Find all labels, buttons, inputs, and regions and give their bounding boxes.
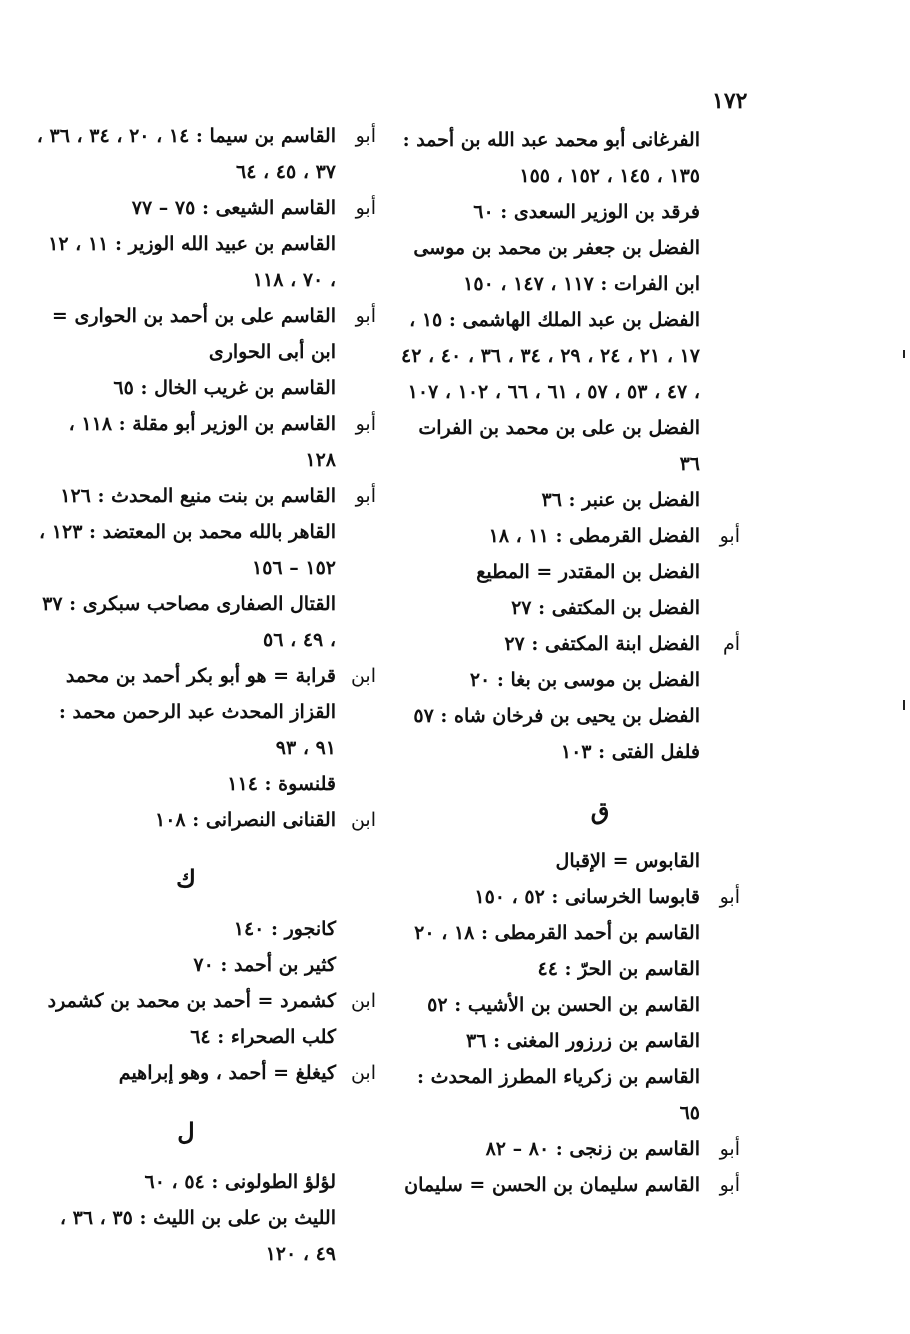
page-number: ١٧٢: [712, 88, 748, 114]
left-entries-c: [36, 1164, 376, 1272]
entry-prefix: أبو: [719, 886, 740, 908]
index-entry: [36, 947, 376, 983]
index-entry: [400, 1131, 740, 1167]
index-entry: [36, 298, 376, 370]
index-entry: [400, 194, 740, 230]
entry-text: فلفل الفتى : ١٠٣: [560, 741, 700, 763]
entry-prefix: أبو: [355, 485, 376, 507]
index-entry: [36, 983, 376, 1019]
index-entry: [400, 482, 740, 518]
entry-text: القاهر بالله محمد بن المعتضد : ١٢٣ ، ١٥٢ – ١٥٦: [39, 521, 336, 579]
index-entry: [36, 1019, 376, 1055]
entry-text: الفضل بن المقتدر = المطيع: [476, 561, 700, 583]
left-entries-a: [36, 118, 376, 838]
entry-text: الفضل بن المكتفى : ٢٧: [511, 597, 700, 619]
entry-text: الفضل بن عبد الملك الهاشمى : ١٥ ، ١٧ ، ٢١ ، ٢٤ ، ٢٩ ، ٣٤ ، ٣٦ ، ٤٠ ، ٤٢ ، ٤٧ ، ٥٣ ، ٥٧ ، ٦١ ، ٦٦ ، ١٠٢ ، ١٠٧: [401, 309, 700, 403]
index-entry: [400, 1167, 740, 1203]
index-entry: [36, 1055, 376, 1091]
entry-text: كانجور : ١٤٠: [233, 918, 336, 940]
index-entry: [400, 1023, 740, 1059]
entry-prefix: ابن: [350, 1062, 376, 1084]
entry-text: قلنسوة : ١١٤: [227, 773, 336, 795]
entry-text: القاسم بن بنت منيع المحدث : ١٢٦: [60, 485, 336, 507]
entry-text: قابوسا الخرسانى : ٥٢ ، ١٥٠: [474, 886, 700, 908]
entry-text: القاسم سليمان بن الحسن = سليمان: [404, 1174, 700, 1196]
index-entry: [36, 514, 376, 586]
right-entries-b: [400, 843, 740, 1203]
right-column: [400, 122, 740, 1203]
entry-prefix: أبو: [719, 1174, 740, 1196]
entry-text: الفضل بن على بن محمد بن الفرات ٣٦: [418, 417, 700, 475]
entry-text: القاسم على بن أحمد بن الحوارى = ابن أبى الحوارى: [51, 305, 336, 363]
index-entry: [36, 190, 376, 226]
index-entry: [400, 843, 740, 879]
entry-text: القاسم بن عبيد الله الوزير : ١١ ، ١٢ ، ٧٠ ، ١١٨: [48, 233, 336, 291]
entry-text: القزاز المحدث عبد الرحمن محمد : ٩١ ، ٩٣: [58, 701, 336, 759]
margin-mark-bottom: [903, 700, 905, 710]
index-entry: [36, 586, 376, 658]
entry-text: كلب الصحراء : ٦٤: [190, 1026, 336, 1048]
entry-text: القنانى النصرانى : ١٠٨: [155, 809, 336, 831]
entry-text: القاسم بن أحمد القرمطى : ١٨ ، ٢٠: [414, 922, 700, 944]
entry-text: القاسم بن زكرياء المطرز المحدث : ٦٥: [416, 1066, 700, 1124]
index-entry: [400, 518, 740, 554]
entry-text: القاسم بن زرزور المغنى : ٣٦: [466, 1030, 700, 1052]
index-entry: [400, 734, 740, 770]
entry-text: الفرغانى أبو محمد عبد الله بن أحمد : ١٣٥ ، ١٤٥ ، ١٥٢ ، ١٥٥: [402, 129, 700, 187]
index-entry: [36, 911, 376, 947]
entry-prefix: أبو: [355, 125, 376, 147]
index-entry: [36, 1200, 376, 1272]
index-entry: [36, 694, 376, 766]
index-entry: [400, 1059, 740, 1131]
index-entry: [400, 590, 740, 626]
entry-text: القاسم الشيعى : ٧٥ – ٧٧: [131, 197, 336, 219]
index-entry: [400, 554, 740, 590]
entry-text: كيغلغ = أحمد ، وهو إبراهيم: [118, 1062, 336, 1084]
index-entry: [400, 230, 740, 302]
entry-text: القاسم بن الحسن بن الأشيب : ٥٢: [427, 994, 700, 1016]
entry-text: الفضل القرمطى : ١١ ، ١٨: [488, 525, 700, 547]
entry-text: الفضل بن موسى بن بغا : ٢٠: [469, 669, 700, 691]
entry-text: كشمرد = أحمد بن محمد بن كشمرد: [47, 990, 336, 1012]
margin-mark-top: [903, 350, 905, 358]
index-entry: [400, 410, 740, 482]
entry-prefix: أبو: [355, 413, 376, 435]
index-entry: [400, 626, 740, 662]
index-entry: [36, 370, 376, 406]
index-entry: [36, 766, 376, 802]
index-entry: [400, 662, 740, 698]
section-heading-qaf: ق: [590, 796, 610, 825]
index-entry: [36, 118, 376, 190]
entry-text: قرابة = هو أبو بكر أحمد بن محمد: [65, 665, 336, 687]
index-entry: [36, 802, 376, 838]
entry-text: القاسم بن غريب الخال : ٦٥: [113, 377, 336, 399]
index-entry: [400, 122, 740, 194]
section-heading-lam: ل: [177, 1117, 195, 1146]
entry-text: الليث بن على بن الليث : ٣٥ ، ٣٦ ، ٤٩ ، ١٢٠: [59, 1207, 336, 1265]
entry-text: القاسم بن سيما : ١٤ ، ٢٠ ، ٣٤ ، ٣٦ ، ٣٧ ، ٤٥ ، ٦٤: [36, 125, 336, 183]
entry-prefix: أبو: [719, 1138, 740, 1160]
index-entry: [36, 406, 376, 478]
index-entry: [400, 879, 740, 915]
index-entry: [400, 987, 740, 1023]
entry-text: القاسم بن زنجى : ٨٠ – ٨٢: [485, 1138, 700, 1160]
entry-text: الفضل بن جعفر بن محمد بن موسى ابن الفرات : ١١٧ ، ١٤٧ ، ١٥٠: [413, 237, 700, 295]
index-entry: [36, 658, 376, 694]
right-entries-a: [400, 122, 740, 770]
index-entry: [400, 915, 740, 951]
index-entry: [400, 698, 740, 734]
entry-prefix: ابن: [350, 665, 376, 687]
index-entry: [36, 226, 376, 298]
entry-text: الفضل ابنة المكتفى : ٢٧: [504, 633, 700, 655]
entry-text: القابوس = الإقبال: [555, 850, 700, 872]
index-entry: [400, 302, 740, 410]
entry-text: القاسم بن الحرّ : ٤٤: [537, 958, 700, 980]
section-heading-kaf: ك: [176, 864, 196, 893]
left-entries-b: [36, 911, 376, 1091]
entry-prefix: ابن: [350, 990, 376, 1012]
entry-prefix: ابن: [350, 809, 376, 831]
entry-text: الفضل بن يحيى بن فرخان شاه : ٥٧: [413, 705, 700, 727]
entry-text: فرقد بن الوزير السعدى : ٦٠: [473, 201, 700, 223]
index-entry: [36, 1164, 376, 1200]
entry-prefix: أبو: [719, 525, 740, 547]
entry-prefix: أم: [722, 633, 740, 655]
entry-text: الفضل بن عنبر : ٣٦: [541, 489, 700, 511]
index-entry: [400, 951, 740, 987]
left-column: [36, 118, 376, 1272]
entry-text: كثير بن أحمد : ٧٠: [193, 954, 336, 976]
entry-prefix: أبو: [355, 197, 376, 219]
entry-text: لؤلؤ الطولونى : ٥٤ ، ٦٠: [144, 1171, 336, 1193]
index-entry: [36, 478, 376, 514]
entry-text: القاسم بن الوزير أبو مقلة : ١١٨ ، ١٢٨: [68, 413, 336, 471]
entry-prefix: أبو: [355, 305, 376, 327]
entry-text: القتال الصفارى مصاحب سبكرى : ٣٧ ، ٤٩ ، ٥٦: [42, 593, 336, 651]
